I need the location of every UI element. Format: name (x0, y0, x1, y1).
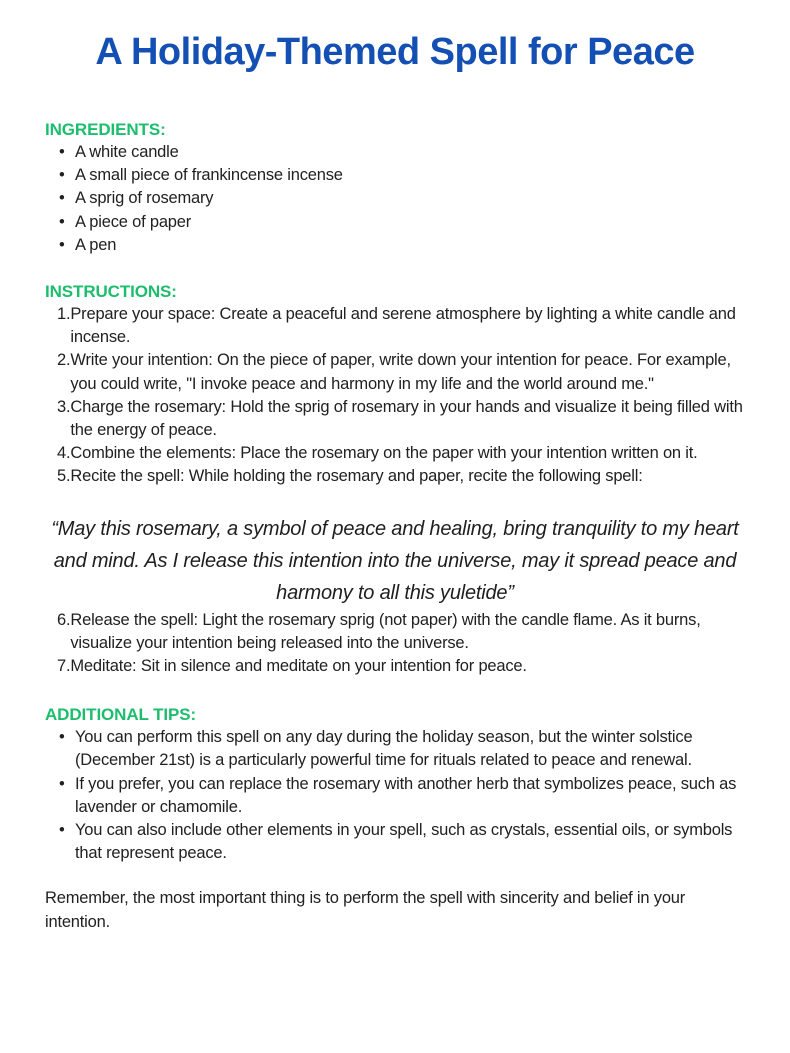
instructions-heading: INSTRUCTIONS: (45, 282, 177, 302)
tip-text: If you prefer, you can replace the rosemary with another herb that symbolizes peace, such as lavender or chamomile. (75, 774, 737, 816)
step-number: 5. (57, 467, 71, 486)
closing-paragraph: Remember, the most important thing is to perform the spell with sincerity and belief in your intention. (45, 889, 686, 931)
list-item (45, 164, 745, 187)
step-text: Meditate: Sit in silence and meditate on your intention for peace. (70, 657, 527, 676)
step-text: Recite the spell: While holding the rosemary and paper, recite the following spell: (70, 467, 643, 486)
instruction-step (45, 303, 745, 349)
list-item (45, 726, 745, 772)
tips-heading: ADDITIONAL TIPS: (45, 705, 197, 725)
tip-text: You can perform this spell on any day during the holiday season, but the winter solstice (December 21st) is a particularly powerful time for rituals related to peace and renewal. (75, 728, 693, 770)
ingredients-heading: INGREDIENTS: (45, 120, 166, 139)
instructions-list (45, 303, 745, 489)
step-text: Prepare your space: Create a peaceful and serene atmosphere by lighting a white candle and incense. (70, 305, 736, 347)
bullet-icon: • (59, 728, 65, 747)
instruction-step (45, 442, 745, 465)
step-number: 7. (57, 657, 71, 676)
list-item (45, 187, 745, 210)
instruction-step (45, 465, 745, 488)
step-number: 3. (57, 397, 71, 416)
bullet-icon: • (59, 235, 65, 254)
list-item (45, 141, 745, 164)
ingredients-list (45, 141, 745, 257)
ingredient-text: A piece of paper (75, 212, 192, 231)
step-text: Release the spell: Light the rosemary sprig (not paper) with the candle flame. As it burns, visualize your intention being released into the universe. (70, 610, 701, 652)
tips-list (45, 726, 745, 865)
bullet-icon: • (59, 166, 65, 185)
bullet-icon: • (59, 821, 65, 840)
list-item (45, 234, 745, 257)
step-number: 2. (57, 351, 71, 370)
list-item (45, 819, 745, 865)
bullet-icon: • (59, 774, 65, 793)
step-number: 4. (57, 444, 71, 463)
instruction-step (45, 349, 745, 395)
step-number: 6. (57, 610, 71, 629)
instruction-step (45, 655, 745, 678)
step-text: Combine the elements: Place the rosemary on the paper with your intention written on it. (70, 444, 698, 463)
list-item (45, 773, 745, 819)
document-page (45, 30, 745, 934)
step-number: 1. (57, 305, 71, 324)
instruction-step (45, 396, 745, 442)
list-item (45, 211, 745, 234)
ingredient-text: A sprig of rosemary (75, 189, 214, 208)
instructions-list-continued (45, 609, 745, 679)
tip-text: You can also include other elements in your spell, such as crystals, essential oils, or symbols that represent peace. (75, 821, 733, 863)
step-text: Write your intention: On the piece of paper, write down your intention for peace. For example, you could write, "I invoke peace and harmony in my life and the world around me." (70, 351, 731, 393)
ingredient-text: A pen (75, 235, 117, 254)
bullet-icon: • (59, 189, 65, 208)
bullet-icon: • (59, 212, 65, 231)
spell-quote: “May this rosemary, a symbol of peace and healing, bring tranquility to my heart and mind. As I release this intention into the universe, may it spread peace and harmony to all this yuletide” (51, 517, 739, 604)
step-text: Charge the rosemary: Hold the sprig of rosemary in your hands and visualize it being filled with the energy of peace. (70, 397, 743, 440)
bullet-icon: • (59, 143, 65, 161)
ingredient-text: A white candle (75, 143, 179, 161)
instruction-step (45, 609, 745, 655)
page-title: A Holiday-Themed Spell for Peace (95, 31, 695, 73)
ingredient-text: A small piece of frankincense incense (75, 166, 343, 185)
